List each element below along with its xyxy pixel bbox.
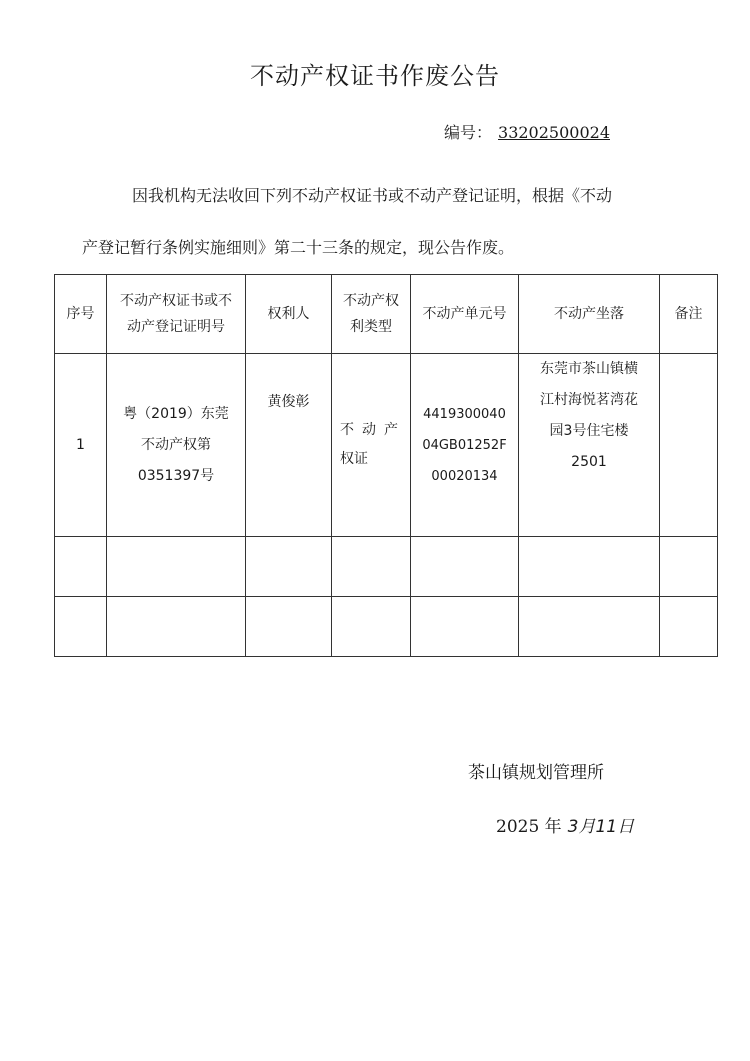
empty-cell [107,597,246,657]
notice-body-line-1: 因我机构无法收回下列不动产权证书或不动产登记证明，根据《不动 [132,186,613,205]
document-number-label: 编号： [444,123,493,142]
header-unit-no: 不动产单元号 [411,275,519,354]
issue-date [496,812,634,837]
header-cert-no-line-1: 不动产权证书或不 [120,293,232,309]
header-right-type [332,275,411,354]
cell-location-line-4: 2501 [571,454,607,470]
page-title: 不动产权证书作废公告 [250,62,500,90]
table-row-empty [55,597,718,657]
issuing-authority: 茶山镇规划管理所 [468,763,604,783]
cell-cert-no [107,354,246,537]
cell-location-line-2: 江村海悦茗湾花 [540,392,638,408]
cell-cert-no-line-3: 0351397号 [137,467,215,484]
cell-unit-no-line-1: 4419300040 [423,406,506,422]
issue-date-handwritten: 3月11日 [567,817,635,837]
header-right-type-line-1: 不动产权 [343,293,399,309]
cell-unit-no-line-2: 04GB01252F [422,437,507,453]
cell-right-type [332,354,411,537]
empty-cell [332,597,411,657]
cell-seq: 1 [55,354,107,537]
empty-cell [107,537,246,597]
issue-date-printed: 2025 年 [496,817,562,837]
empty-cell [246,537,332,597]
empty-cell [411,597,519,657]
cell-unit-no-line-3: 00020134 [431,468,498,484]
empty-cell [660,537,718,597]
cell-location-line-3: 园3号住宅楼 [549,423,629,439]
voided-certificates-table [54,274,718,657]
cell-location-line-1: 东莞市茶山镇横 [540,361,638,377]
table-header-row [55,275,718,354]
cell-holder: 黄俊彰 [246,354,332,537]
table-row [55,354,718,537]
empty-cell [519,537,660,597]
cell-cert-no-line-2: 不动产权第 [141,436,211,453]
cell-location [519,354,660,537]
notice-body-line-2: 产登记暂行条例实施细则》第二十三条的规定，现公告作废。 [82,238,515,257]
table-row-empty [55,537,718,597]
empty-cell [332,537,411,597]
empty-cell [519,597,660,657]
notice-body [82,170,682,274]
header-right-type-line-2: 利类型 [350,319,392,335]
header-remark: 备注 [660,275,718,354]
empty-cell [660,597,718,657]
cell-remark [660,354,718,537]
header-cert-no [107,275,246,354]
cell-cert-no-line-1: 粤（2019）东莞 [123,405,229,422]
cell-unit-no [411,354,519,537]
cell-right-type-line-1: 不动产 [340,422,406,438]
header-holder: 权利人 [246,275,332,354]
empty-cell [55,537,107,597]
header-seq: 序号 [55,275,107,354]
empty-cell [55,597,107,657]
empty-cell [411,537,519,597]
empty-cell [246,597,332,657]
document-number-value: 33202500024 [498,123,610,142]
cell-right-type-line-2: 权证 [340,451,368,467]
header-cert-no-line-2: 动产登记证明号 [127,319,225,335]
header-location: 不动产坐落 [519,275,660,354]
document-number [444,120,610,143]
